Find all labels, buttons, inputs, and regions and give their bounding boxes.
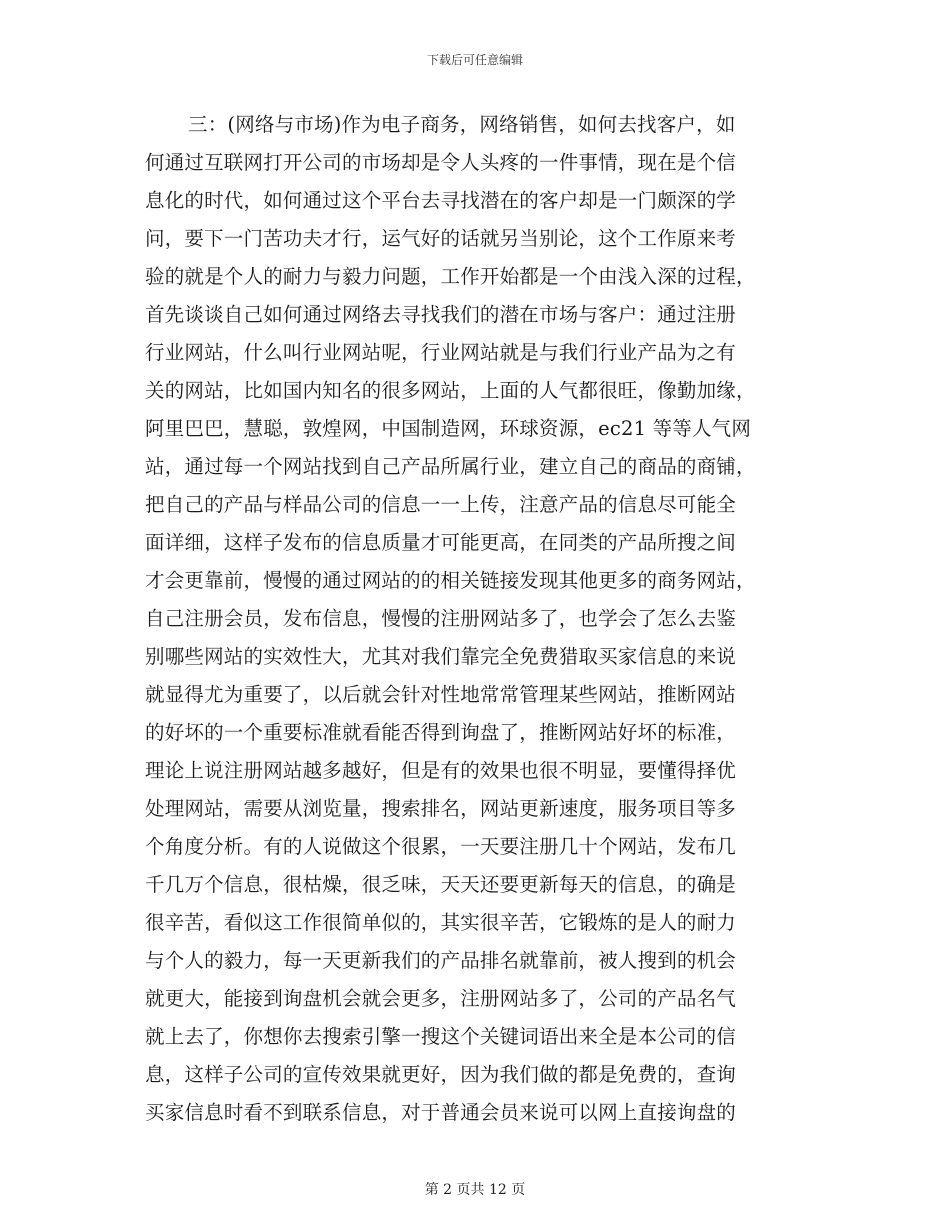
paragraph-line: 关的网站，比如国内知名的很多网站，上面的人气都很旺，像勤加缘，	[145, 379, 756, 402]
paragraph-line: 站，通过每一个网站找到自己产品所属行业，建立自己的商品的商铺，	[145, 455, 756, 478]
paragraph-line: 就显得尤为重要了，以后就会针对性地常常管理某些网站，推断网站	[145, 683, 737, 706]
paragraph-line: 阿里巴巴，慧聪，敦煌网，中国制造网，环球资源，ec21 等等人气网	[145, 417, 752, 440]
paragraph-line: 就更大，能接到询盘机会就会更多，注册网站多了，公司的产品名气	[145, 987, 737, 1010]
paragraph-line: 息化的时代，如何通过这个平台去寻找潜在的客户却是一门颇深的学	[145, 189, 737, 212]
paragraph-line: 很辛苦，看似这工作很简单似的，其实很辛苦，它锻炼的是人的耐力	[145, 911, 737, 934]
paragraph-line: 千几万个信息，很枯燥，很乏味，天天还要更新每天的信息，的确是	[145, 873, 737, 896]
paragraph-line: 问，要下一门苦功夫才行，运气好的话就另当别论，这个工作原来考	[145, 227, 737, 250]
paragraph-line: 验的就是个人的耐力与毅力问题，工作开始都是一个由浅入深的过程，	[145, 265, 756, 288]
paragraph-line: 就上去了，你想你去搜索引擎一搜这个关键词语出来全是本公司的信	[145, 1025, 737, 1048]
paragraph-line: 的好坏的一个重要标准就看能否得到询盘了，推断网站好坏的标准，	[145, 721, 737, 744]
paragraph-line: 三：(网络与市场)作为电子商务，网络销售，如何去找客户，如	[188, 113, 736, 136]
paragraph-line: 首先谈谈自己如何通过网络去寻找我们的潜在市场与客户：通过注册	[145, 303, 737, 326]
page-number-footer: 第 2 页共 12 页	[424, 1182, 526, 1198]
paragraph-line: 买家信息时看不到联系信息，对于普通会员来说可以网上直接询盘的	[145, 1101, 737, 1124]
paragraph-line: 才会更靠前，慢慢的通过网站的的相关链接发现其他更多的商务网站，	[145, 569, 756, 592]
paragraph-line: 别哪些网站的实效性大，尤其对我们靠完全免费猎取买家信息的来说	[145, 645, 737, 668]
paragraph-line: 自己注册会员，发布信息，慢慢的注册网站多了，也学会了怎么去鉴	[145, 607, 737, 630]
page-header: 下载后可任意编辑	[426, 53, 523, 67]
paragraph-line: 把自己的产品与样品公司的信息一一上传，注意产品的信息尽可能全	[145, 493, 737, 516]
paragraph-line: 面详细，这样子发布的信息质量才可能更高，在同类的产品所搜之间	[145, 531, 737, 554]
paragraph-line: 个角度分析。有的人说做这个很累，一天要注册几十个网站，发布几	[145, 835, 737, 858]
paragraph-line: 息，这样子公司的宣传效果就更好，因为我们做的都是免费的，查询	[145, 1063, 737, 1086]
paragraph-line: 与个人的毅力，每一天更新我们的产品排名就靠前，被人搜到的机会	[145, 949, 737, 972]
paragraph-line: 处理网站，需要从浏览量，搜索排名，网站更新速度，服务项目等多	[145, 797, 737, 820]
paragraph-line: 何通过互联网打开公司的市场却是令人头疼的一件事情，现在是个信	[145, 151, 737, 174]
paragraph-line: 理论上说注册网站越多越好，但是有的效果也很不明显，要懂得择优	[145, 759, 737, 782]
paragraph-line: 行业网站，什么叫行业网站呢，行业网站就是与我们行业产品为之有	[145, 341, 737, 364]
